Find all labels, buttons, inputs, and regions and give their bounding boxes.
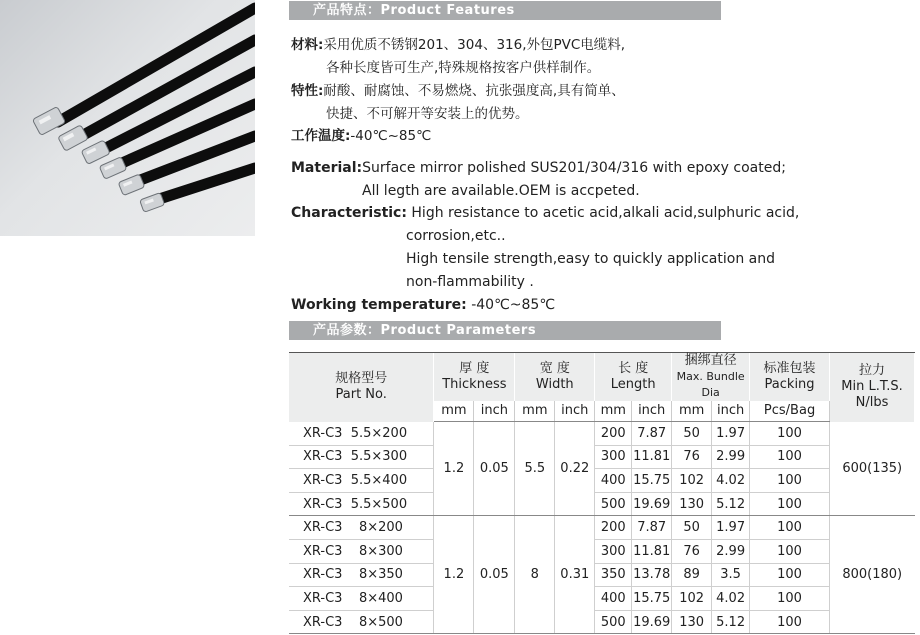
width-mm-cell: 8: [515, 516, 555, 634]
unit-thickness-mm: mm: [434, 401, 474, 422]
header-length: [595, 353, 672, 401]
header-packing-cn: 标准包装: [763, 361, 816, 376]
unit-width-mm: mm: [515, 401, 555, 422]
header-lts: [830, 353, 915, 422]
part-no-cell: XR-C3 8×300: [289, 539, 434, 563]
table-row: [289, 610, 915, 634]
bundle-inch-cell: 5.12: [712, 610, 750, 634]
part-no-cell: XR-C3 5.5×300: [289, 445, 434, 469]
bundle-mm-cell: 130: [672, 492, 712, 516]
unit-width-inch: inch: [555, 401, 595, 422]
en-characteristic-text: High resistance to acetic acid,alkali acid,sulphuric acid,: [411, 205, 800, 221]
header-thickness-cn: 厚 度: [459, 361, 490, 376]
bundle-inch-cell: 4.02: [712, 587, 750, 611]
part-no-cell: XR-C3 5.5×200: [289, 422, 434, 446]
bundle-inch-cell: 1.97: [712, 422, 750, 446]
bundle-mm-cell: 102: [672, 469, 712, 493]
thickness-inch-cell: 0.05: [474, 422, 515, 516]
length-mm-cell: 300: [595, 539, 632, 563]
en-temperature-value: -40℃~85℃: [466, 297, 556, 313]
length-mm-cell: 350: [595, 563, 632, 587]
header-length-en: Length: [610, 377, 656, 392]
packing-cell: 100: [750, 516, 830, 540]
unit-length-inch: inch: [632, 401, 672, 422]
cn-material-label: 材料:: [291, 37, 324, 53]
features-section-header: 产品特点：Product Features: [289, 1, 721, 20]
header-thickness-en: Thickness: [442, 377, 507, 392]
length-mm-cell: 400: [595, 587, 632, 611]
product-photo: [0, 0, 255, 236]
part-no-cell: XR-C3 8×500: [289, 610, 434, 634]
bundle-inch-cell: 1.97: [712, 516, 750, 540]
length-mm-cell: 500: [595, 492, 632, 516]
en-material-text: Surface mirror polished SUS201/304/316 with epoxy coated;: [362, 160, 786, 176]
bundle-inch-cell: 3.5: [712, 563, 750, 587]
thickness-inch-cell: 0.05: [474, 516, 515, 634]
width-inch-cell: 0.22: [555, 422, 595, 516]
table-row: [289, 516, 915, 540]
cn-characteristic-label: 特性:: [291, 83, 324, 99]
en-material-line-2: All legth are available.OEM is accpeted.: [362, 183, 640, 199]
en-characteristic-line-3: High tensile strength,easy to quickly application and: [406, 251, 775, 267]
header-width: [515, 353, 595, 401]
table-row: [289, 563, 915, 587]
length-inch-cell: 7.87: [632, 516, 672, 540]
header-length-cn: 长 度: [618, 361, 649, 376]
width-mm-cell: 5.5: [515, 422, 555, 516]
table-row: [289, 422, 915, 446]
length-mm-cell: 500: [595, 610, 632, 634]
parameters-section-header: 产品参数：Product Parameters: [289, 321, 721, 340]
bundle-mm-cell: 130: [672, 610, 712, 634]
cable-ties-illustration: [0, 0, 255, 236]
packing-cell: 100: [750, 563, 830, 587]
en-characteristic-line-4: non-flammability .: [406, 274, 534, 290]
packing-cell: 100: [750, 492, 830, 516]
part-no-cell: XR-C3 8×350: [289, 563, 434, 587]
en-characteristic-label: Characteristic:: [291, 205, 407, 221]
table-row: [289, 587, 915, 611]
unit-bundle-inch: inch: [712, 401, 750, 422]
thickness-mm-cell: 1.2: [434, 516, 474, 634]
unit-packing: Pcs/Bag: [750, 401, 830, 422]
lts-cell: 600(135): [830, 422, 915, 516]
cn-material-line-2: 各种长度皆可生产,特殊规格按客户供样制作。: [326, 60, 601, 76]
table-header-row: [289, 353, 915, 401]
length-mm-cell: 400: [595, 469, 632, 493]
packing-cell: 100: [750, 539, 830, 563]
table-row: [289, 492, 915, 516]
table-row: [289, 445, 915, 469]
header-packing-en: Packing: [764, 377, 815, 392]
header-part-en: Part No.: [335, 387, 387, 403]
thickness-mm-cell: 1.2: [434, 422, 474, 516]
length-inch-cell: 15.75: [632, 469, 672, 493]
header-lts-en: Min L.T.S.: [841, 379, 903, 395]
part-no-cell: XR-C3 5.5×500: [289, 492, 434, 516]
length-inch-cell: 15.75: [632, 587, 672, 611]
width-inch-cell: 0.31: [555, 516, 595, 634]
length-mm-cell: 200: [595, 516, 632, 540]
en-temperature-label: Working temperature:: [291, 297, 467, 313]
part-no-cell: XR-C3 8×200: [289, 516, 434, 540]
header-bundle-en: Max. Bundle Dia: [676, 370, 745, 399]
bundle-mm-cell: 76: [672, 445, 712, 469]
bundle-mm-cell: 76: [672, 539, 712, 563]
cn-characteristic-line-2: 快捷、不可解开等安装上的优势。: [326, 106, 529, 122]
packing-cell: 100: [750, 587, 830, 611]
cn-characteristic-line: [291, 80, 625, 102]
header-lts-cn: 拉力: [859, 363, 886, 379]
cn-material-text: 采用优质不锈钢201、304、316,外包PVC电缆料,: [323, 37, 626, 53]
cn-characteristic-text: 耐酸、耐腐蚀、不易燃烧、抗张强度高,具有简单、: [323, 83, 625, 99]
bundle-inch-cell: 2.99: [712, 539, 750, 563]
header-lts-unit: N/lbs: [855, 395, 889, 411]
part-no-cell: XR-C3 8×400: [289, 587, 434, 611]
table-row: [289, 469, 915, 493]
lts-cell: 800(180): [830, 516, 915, 634]
en-material-label: Material:: [291, 160, 363, 176]
bundle-mm-cell: 102: [672, 587, 712, 611]
length-inch-cell: 13.78: [632, 563, 672, 587]
en-characteristic-line-2: corrosion,etc..: [406, 228, 506, 244]
bundle-mm-cell: 50: [672, 422, 712, 446]
header-width-en: Width: [535, 377, 574, 392]
header-bundle-cn: 捆绑直径: [684, 353, 737, 368]
header-width-cn: 宽 度: [539, 361, 570, 376]
length-mm-cell: 300: [595, 445, 632, 469]
length-inch-cell: 11.81: [632, 445, 672, 469]
length-inch-cell: 19.69: [632, 492, 672, 516]
cn-material-line: [291, 34, 625, 56]
cn-temperature-value: -40℃~85℃: [350, 128, 432, 144]
header-part-no: [289, 353, 434, 422]
bundle-inch-cell: 2.99: [712, 445, 750, 469]
packing-cell: 100: [750, 469, 830, 493]
cn-temperature-line: [291, 125, 431, 147]
bundle-mm-cell: 50: [672, 516, 712, 540]
unit-length-mm: mm: [595, 401, 632, 422]
en-characteristic-line: [291, 202, 799, 224]
table-body: [289, 422, 915, 634]
header-packing: [750, 353, 830, 401]
unit-thickness-inch: inch: [474, 401, 515, 422]
table-row: [289, 539, 915, 563]
length-inch-cell: 19.69: [632, 610, 672, 634]
part-no-cell: XR-C3 5.5×400: [289, 469, 434, 493]
cn-temperature-label: 工作温度:: [291, 128, 351, 144]
header-thickness: [434, 353, 515, 401]
header-part-cn: 规格型号: [335, 371, 388, 387]
bundle-inch-cell: 5.12: [712, 492, 750, 516]
bundle-mm-cell: 89: [672, 563, 712, 587]
header-bundle-dia: [672, 353, 750, 401]
packing-cell: 100: [750, 445, 830, 469]
packing-cell: 100: [750, 610, 830, 634]
length-inch-cell: 7.87: [632, 422, 672, 446]
en-material-line: [291, 157, 786, 179]
en-temperature-line: [291, 294, 555, 316]
packing-cell: 100: [750, 422, 830, 446]
product-parameters-table: [289, 353, 915, 634]
bundle-inch-cell: 4.02: [712, 469, 750, 493]
length-inch-cell: 11.81: [632, 539, 672, 563]
unit-bundle-mm: mm: [672, 401, 712, 422]
length-mm-cell: 200: [595, 422, 632, 446]
